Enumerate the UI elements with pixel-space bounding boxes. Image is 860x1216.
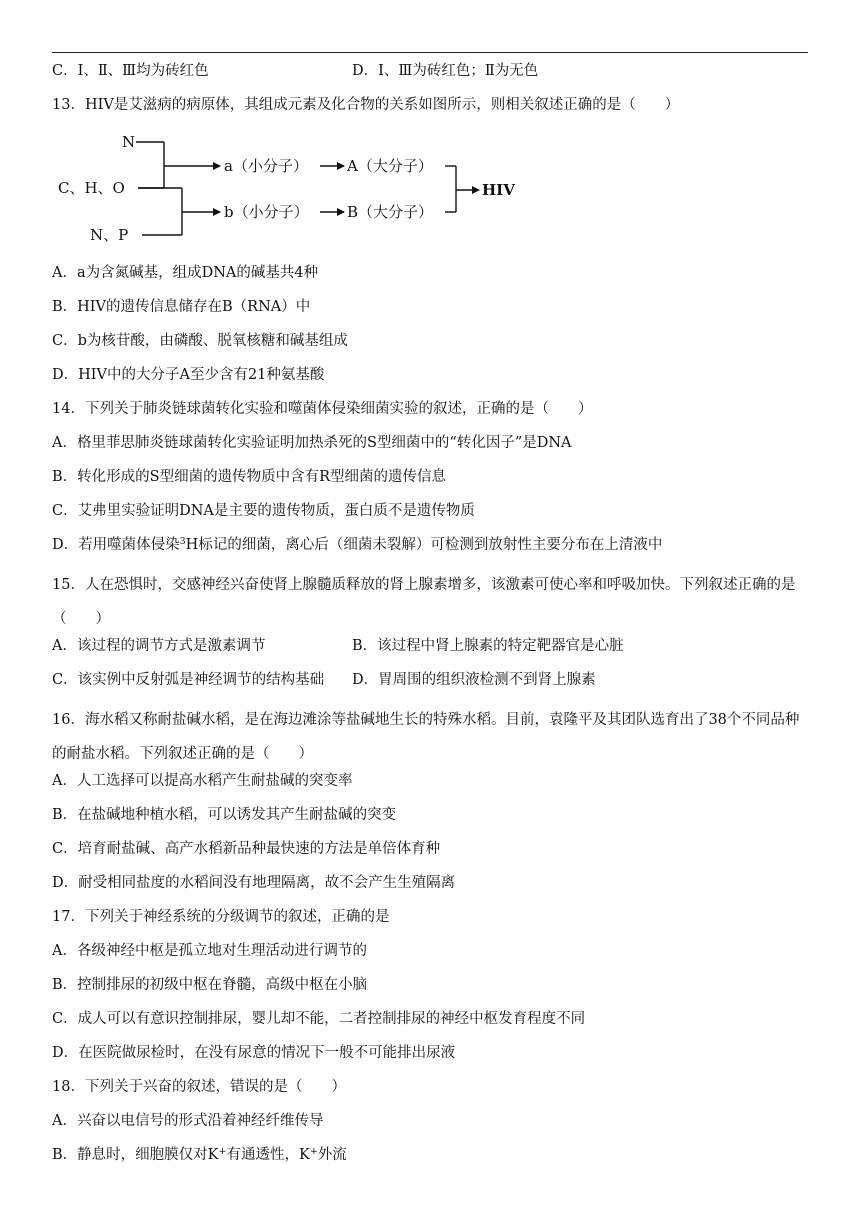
- q13-option-d: D．HIV中的大分子A至少含有21种氨基酸: [52, 367, 325, 383]
- q13-option-b: B．HIV的遗传信息储存在B（RNA）中: [52, 299, 311, 315]
- diagram-label-B: B（大分子）: [347, 203, 434, 221]
- header-rule: [52, 52, 808, 53]
- q17-option-c: C．成人可以有意识控制排尿，婴儿却不能，二者控制排尿的神经中枢发育程度不同: [52, 1011, 586, 1027]
- q14-option-b: B．转化形成的S型细菌的遗传物质中含有R型细菌的遗传信息: [52, 469, 447, 485]
- q14-option-d-superscript: 3: [179, 536, 186, 547]
- diagram-label-cho: C、H、O: [58, 179, 125, 197]
- diagram-label-b: b（小分子）: [224, 203, 309, 221]
- q17-option-a: A．各级神经中枢是孤立地对生理活动进行调节的: [52, 943, 367, 959]
- q15-option-a: A．该过程的调节方式是激素调节: [52, 638, 266, 654]
- q13-option-c: C．b为核苷酸，由磷酸、脱氧核糖和碱基组成: [52, 333, 348, 349]
- q12-option-d: D．Ⅰ、Ⅲ为砖红色；Ⅱ为无色: [352, 63, 539, 79]
- q15-option-c: C．该实例中反射弧是神经调节的结构基础: [52, 672, 325, 688]
- q16-option-b: B．在盐碱地种植水稻，可以诱发其产生耐盐碱的突变: [52, 807, 397, 823]
- diagram-label-A: A（大分子）: [347, 157, 433, 175]
- q16-option-a: A．人工选择可以提高水稻产生耐盐碱的突变率: [52, 773, 353, 789]
- q18-option-b: [52, 1145, 812, 1165]
- q14-option-c: C．艾弗里实验证明DNA是主要的遗传物质，蛋白质不是遗传物质: [52, 503, 475, 519]
- q15-option-b: B．该过程中肾上腺素的特定靶器官是心脏: [352, 638, 624, 654]
- q14-stem: 14．下列关于肺炎链球菌转化实验和噬菌体侵染细菌实验的叙述，正确的是（ ）: [52, 401, 593, 417]
- q12-option-c: C．Ⅰ、Ⅱ、Ⅲ均为砖红色: [52, 63, 209, 79]
- q18-stem: 18．下列关于兴奋的叙述，错误的是（ ）: [52, 1079, 346, 1095]
- q13-option-a: A．a为含氮碱基，组成DNA的碱基共4种: [52, 265, 319, 281]
- q18-option-b-text-1: B．静息时，细胞膜仅对K: [52, 1147, 219, 1163]
- q18-option-b-text-3: 外流: [317, 1147, 347, 1163]
- diagram-label-a: a（小分子）: [224, 157, 308, 175]
- q15-option-d: D．胃周围的组织液检测不到肾上腺素: [352, 672, 596, 688]
- q18-option-b-text-2: 有通透性，K: [226, 1147, 310, 1163]
- q17-option-d: D．在医院做尿检时，在没有尿意的情况下一般不可能排出尿液: [52, 1045, 456, 1061]
- diagram-label-n: N: [122, 133, 136, 151]
- q17-option-b: B．控制排尿的初级中枢在脊髓，高级中枢在小脑: [52, 977, 368, 993]
- q14-option-d-text-2: H标记的细菌，离心后（细菌未裂解）可检测到放射性主要分布在上清液中: [185, 537, 663, 553]
- diagram-label-hiv: HIV: [482, 181, 515, 199]
- q16-stem: 16．海水稻又称耐盐碱水稻，是在海边滩涂等盐碱地生长的特殊水稻。目前，袁隆平及其团队选育出了38个不同品种的耐盐水稻。下列叙述正确的是（ ）: [52, 712, 800, 762]
- q18-option-a: A．兴奋以电信号的形式沿着神经纤维传导: [52, 1113, 324, 1129]
- q14-option-a: A．格里菲思肺炎链球菌转化实验证明加热杀死的S型细菌中的“转化因子”是DNA: [52, 435, 572, 451]
- diagram-label-np: N、P: [90, 226, 129, 244]
- q14-option-d: [52, 535, 812, 555]
- hiv-composition-diagram: [52, 124, 532, 254]
- q14-option-d-text-1: D．若用噬菌体侵染: [52, 537, 180, 553]
- q17-stem: 17．下列关于神经系统的分级调节的叙述，正确的是: [52, 909, 390, 925]
- q18-option-b-superscript-2: +: [309, 1146, 318, 1157]
- q15-stem: 15．人在恐惧时，交感神经兴奋使肾上腺髓质释放的肾上腺素增多，该激素可使心率和呼吸加快。下列叙述正确的是（ ）: [52, 577, 796, 627]
- q18-option-b-superscript-1: +: [218, 1146, 227, 1157]
- q16-option-c: C．培育耐盐碱、高产水稻新品种最快速的方法是单倍体育种: [52, 841, 441, 857]
- q16-option-d: D．耐受相同盐度的水稻间没有地理隔离，故不会产生生殖隔离: [52, 875, 456, 891]
- q13-stem: 13．HIV是艾滋病的病原体，其组成元素及化合物的关系如图所示，则相关叙述正确的是（ ）: [52, 97, 680, 113]
